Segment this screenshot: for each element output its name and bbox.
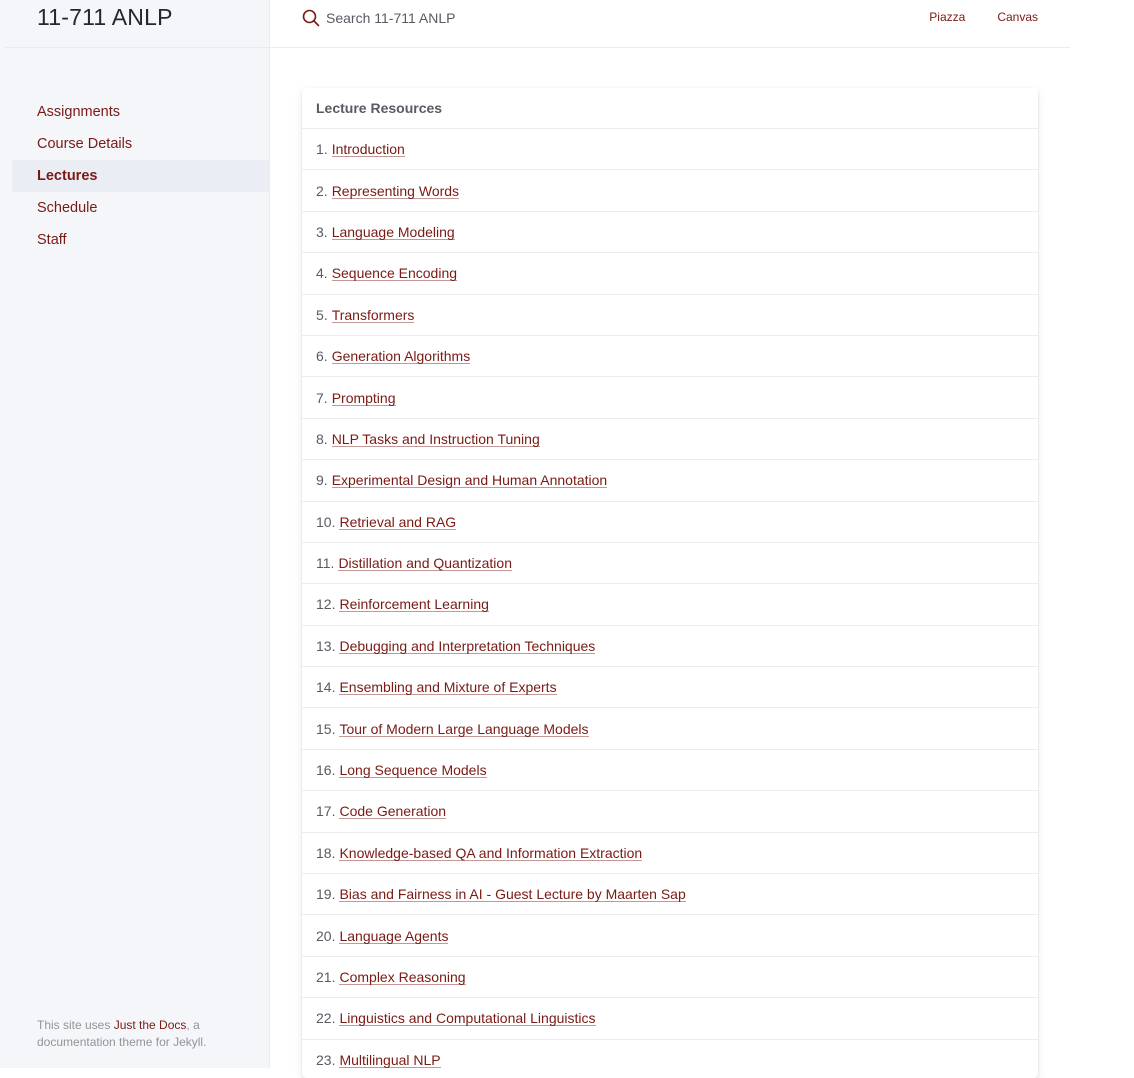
piazza-link[interactable]: Piazza xyxy=(929,10,966,24)
lecture-link[interactable]: Language Modeling xyxy=(331,223,455,240)
lecture-link[interactable]: Experimental Design and Human Annotation xyxy=(331,472,608,489)
lecture-number: 6. xyxy=(316,348,328,365)
lecture-number: 7. xyxy=(316,389,328,406)
table-row xyxy=(302,874,1038,915)
table-row xyxy=(302,626,1038,667)
footer-text-suffix: , a documentation theme for Jekyll. xyxy=(37,1018,207,1049)
lecture-link[interactable]: Code Generation xyxy=(339,803,447,820)
lecture-link[interactable]: NLP Tasks and Instruction Tuning xyxy=(331,430,540,447)
lecture-number: 3. xyxy=(316,223,328,240)
table-row xyxy=(302,915,1038,956)
sidebar-item-label[interactable]: Schedule xyxy=(37,200,98,216)
table-row xyxy=(302,791,1038,832)
site-footer xyxy=(37,1017,257,1051)
lecture-number: 15. xyxy=(316,720,336,737)
lecture-number: 23. xyxy=(316,1051,336,1068)
search-input[interactable] xyxy=(326,10,726,26)
lecture-link[interactable]: Multilingual NLP xyxy=(339,1051,441,1068)
lecture-number: 10. xyxy=(316,513,336,530)
table-row xyxy=(302,957,1038,998)
sidebar-item-schedule[interactable] xyxy=(12,192,269,224)
sidebar-item-label[interactable]: Lectures xyxy=(37,168,98,184)
main-content xyxy=(302,88,1038,1078)
lecture-number: 22. xyxy=(316,1010,336,1027)
lecture-link[interactable]: Prompting xyxy=(331,389,396,406)
table-row xyxy=(302,543,1038,584)
lecture-link[interactable]: Complex Reasoning xyxy=(339,969,466,985)
lecture-number: 11. xyxy=(316,555,335,572)
table-row xyxy=(302,584,1038,625)
lecture-link[interactable]: Transformers xyxy=(331,306,415,323)
table-row xyxy=(302,129,1038,170)
lecture-link[interactable]: Generation Algorithms xyxy=(331,348,471,365)
lecture-number: 12. xyxy=(316,596,336,613)
table-row xyxy=(302,419,1038,460)
table-row xyxy=(302,998,1038,1039)
table-row xyxy=(302,212,1038,253)
table-row xyxy=(302,336,1038,377)
sidebar-item-label[interactable]: Staff xyxy=(37,232,67,248)
search-icon xyxy=(302,9,320,27)
sidebar-item-label[interactable]: Assignments xyxy=(37,104,121,120)
table-row xyxy=(302,667,1038,708)
table-row xyxy=(302,295,1038,336)
table-row xyxy=(302,750,1038,791)
table-row xyxy=(302,708,1038,749)
lecture-link[interactable]: Long Sequence Models xyxy=(339,762,487,779)
site-title[interactable]: 11-711 ANLP xyxy=(37,4,173,30)
lecture-number: 16. xyxy=(316,762,336,779)
table-row xyxy=(302,377,1038,418)
lecture-number: 9. xyxy=(316,472,328,489)
table-row xyxy=(302,170,1038,211)
aux-nav xyxy=(929,10,1038,24)
lecture-link[interactable]: Introduction xyxy=(331,141,405,158)
lecture-number: 21. xyxy=(316,969,336,985)
lecture-link[interactable]: Distillation and Quantization xyxy=(338,555,512,572)
sidebar-item-staff[interactable] xyxy=(12,224,269,256)
sidebar-item-assignments[interactable] xyxy=(12,96,269,128)
lecture-number: 20. xyxy=(316,927,336,944)
lecture-link[interactable]: Linguistics and Computational Linguistics xyxy=(339,1010,596,1027)
table-row xyxy=(302,502,1038,543)
lecture-link[interactable]: Retrieval and RAG xyxy=(339,513,457,530)
footer-text-prefix: This site uses xyxy=(37,1018,114,1032)
search-bar xyxy=(302,9,726,27)
sidebar-item-lectures[interactable] xyxy=(12,160,269,192)
lecture-number: 17. xyxy=(316,803,336,820)
lecture-link[interactable]: Representing Words xyxy=(331,182,460,199)
lecture-number: 2. xyxy=(316,182,328,199)
lecture-link[interactable]: Reinforcement Learning xyxy=(339,596,489,613)
lecture-link[interactable]: Knowledge-based QA and Information Extraction xyxy=(339,844,643,861)
table-row xyxy=(302,460,1038,501)
lecture-number: 1. xyxy=(316,141,328,158)
top-bar xyxy=(270,0,1070,48)
table-row xyxy=(302,833,1038,874)
lecture-link[interactable]: Sequence Encoding xyxy=(331,265,458,282)
lecture-link[interactable]: Language Agents xyxy=(339,927,449,944)
lecture-link[interactable]: Bias and Fairness in AI - Guest Lecture by Maarten Sap xyxy=(339,886,686,903)
just-the-docs-link[interactable]: Just the Docs xyxy=(113,1018,187,1032)
lecture-number: 8. xyxy=(316,430,328,447)
table-header: Lecture Resources xyxy=(302,88,1038,129)
lecture-link[interactable]: Debugging and Interpretation Techniques xyxy=(339,637,596,654)
site-header xyxy=(4,0,269,48)
canvas-link[interactable]: Canvas xyxy=(997,10,1038,24)
sidebar-nav xyxy=(0,96,269,256)
lecture-link[interactable]: Tour of Modern Large Language Models xyxy=(339,720,589,737)
lecture-table xyxy=(302,88,1038,1078)
sidebar xyxy=(0,0,270,1068)
table-row xyxy=(302,1040,1038,1078)
table-body xyxy=(302,129,1038,1078)
lecture-number: 13. xyxy=(316,637,336,654)
sidebar-item-course-details[interactable] xyxy=(12,128,269,160)
table-row xyxy=(302,253,1038,294)
lecture-number: 14. xyxy=(316,679,336,696)
lecture-number: 4. xyxy=(316,265,328,282)
lecture-number: 5. xyxy=(316,306,328,323)
sidebar-item-label[interactable]: Course Details xyxy=(37,136,133,152)
lecture-number: 19. xyxy=(316,886,336,903)
lecture-link[interactable]: Ensembling and Mixture of Experts xyxy=(339,679,557,696)
lecture-number: 18. xyxy=(316,844,336,861)
